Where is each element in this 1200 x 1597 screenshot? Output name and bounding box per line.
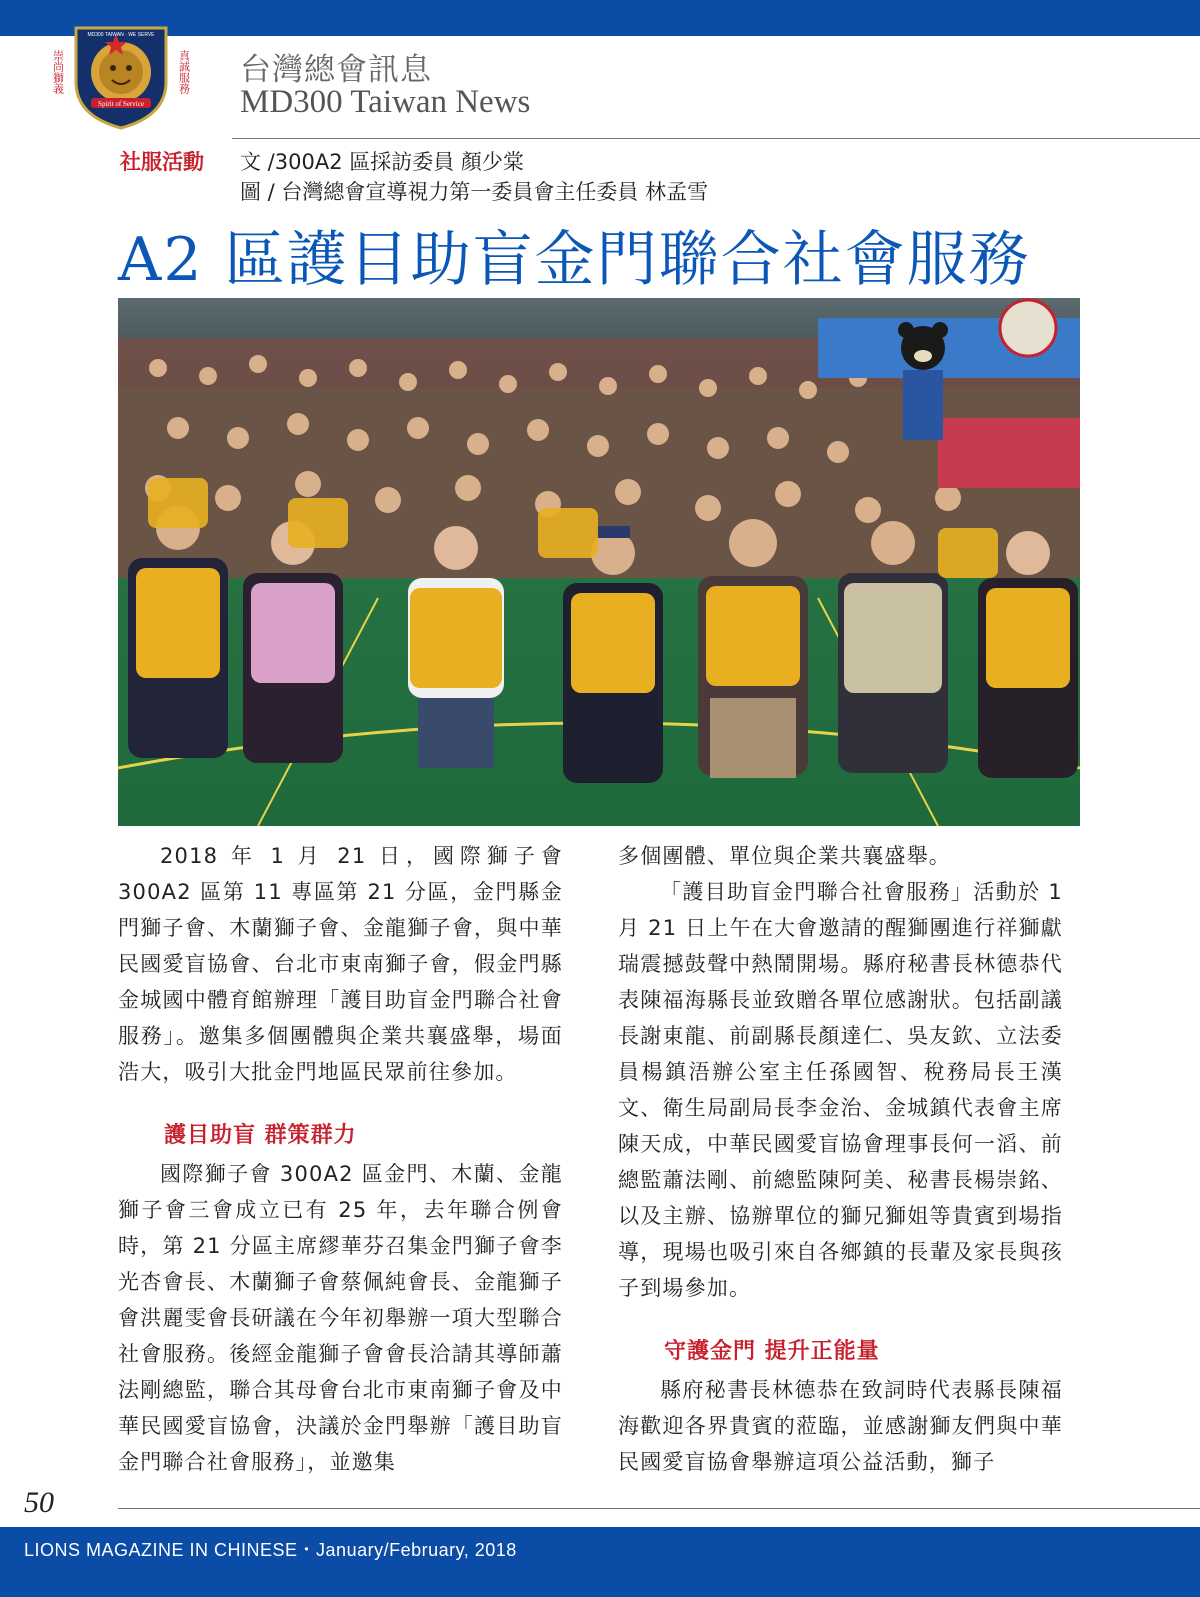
footer-magazine-title: LIONS MAGAZINE IN CHINESE・January/February, 2018 (24, 1540, 517, 1560)
footer-divider (118, 1508, 1200, 1509)
section-tag: 社服活動 (120, 149, 204, 174)
header-title-english: MD300 Taiwan News (240, 84, 531, 120)
article-column-right (618, 838, 1063, 1480)
logo-ring-text: MD300 TAIWAN · WE SERVE (87, 32, 155, 38)
logo-left-motto: 崇尚獅義 (51, 50, 65, 94)
logo-right-motto: 真誠服務 (177, 50, 191, 94)
byline-photographer: 圖 / 台灣總會宣導視力第一委員會主任委員 林孟雪 (240, 180, 709, 204)
header-title-chinese: 台灣總會訊息 (240, 52, 432, 88)
event-photo (118, 298, 1080, 826)
subheading: 守護金門 提升正能量 (664, 1339, 880, 1364)
subheading: 護目助盲 群策群力 (164, 1123, 357, 1148)
paragraph: 「護目助盲金門聯合社會服務」活動於 1 月 21 日上午在大會邀請的醒獅團進行祥獅獻瑞震撼鼓聲中熱鬧開場。縣府秘書長林德恭代表陳福海縣長並致贈各單位感謝狀。包括副議長謝東龍、前副縣長顏達仁、吳友欽、立法委員楊鎮浯辦公室主任孫國智、稅務局長王漢文、衛生局副局長李金治、金城鎮代表會主席陳天成，中華民國愛盲協會理事長何一滔、前總監蕭法剛、前總監陳阿美、秘書長楊崇銘、以及主辦、協辦單位的獅兄獅姐等貴賓到場指導，現場也吸引來自各鄉鎮的長輩及家長與孩子到場參加。 (618, 880, 1063, 1300)
paragraph: 縣府秘書長林德恭在致詞時代表縣長陳福海歡迎各界貴賓的蒞臨，並感謝獅友們與中華民國愛盲協會舉辦這項公益活動，獅子 (618, 1378, 1063, 1474)
lions-emblem-logo (46, 20, 196, 132)
byline-writer: 文 /300A2 區採訪委員 顏少棠 (240, 150, 524, 174)
paragraph: 國際獅子會 300A2 區金門、木蘭、金龍獅子會三會成立已有 25 年，去年聯合例會時，第 21 分區主席繆華芬召集金門獅子會李光杏會長、木蘭獅子會蔡佩純會長、金龍獅子會洪麗雯會長研議在今年初舉辦一項大型聯合社會服務。後經金龍獅子會會長洽請其導師蕭法剛總監，聯合其母會台北市東南獅子會及中華民國愛盲協會，決議於金門舉辦「護目助盲金門聯合社會服務」，並邀集 (118, 1162, 563, 1474)
page-number: 50 (24, 1486, 54, 1519)
paragraph: 多個團體、單位與企業共襄盛舉。 (618, 844, 951, 868)
article-column-left (118, 838, 563, 1480)
article-headline: A2 區護目助盲金門聯合社會服務 (118, 225, 1031, 295)
logo-banner-text: Spirit of Service (98, 100, 144, 108)
header-divider (232, 138, 1200, 139)
paragraph: 2018 年 1 月 21 日，國際獅子會 300A2 區第 11 專區第 21 分區，金門縣金門獅子會、木蘭獅子會、金龍獅子會，與中華民國愛盲協會、台北市東南獅子會，假金門縣金城國中體育館辦理「護目助盲金門聯合社會服務」。邀集多個團體與企業共襄盛舉，場面浩大，吸引大批金門地區民眾前往參加。 (118, 844, 563, 1084)
